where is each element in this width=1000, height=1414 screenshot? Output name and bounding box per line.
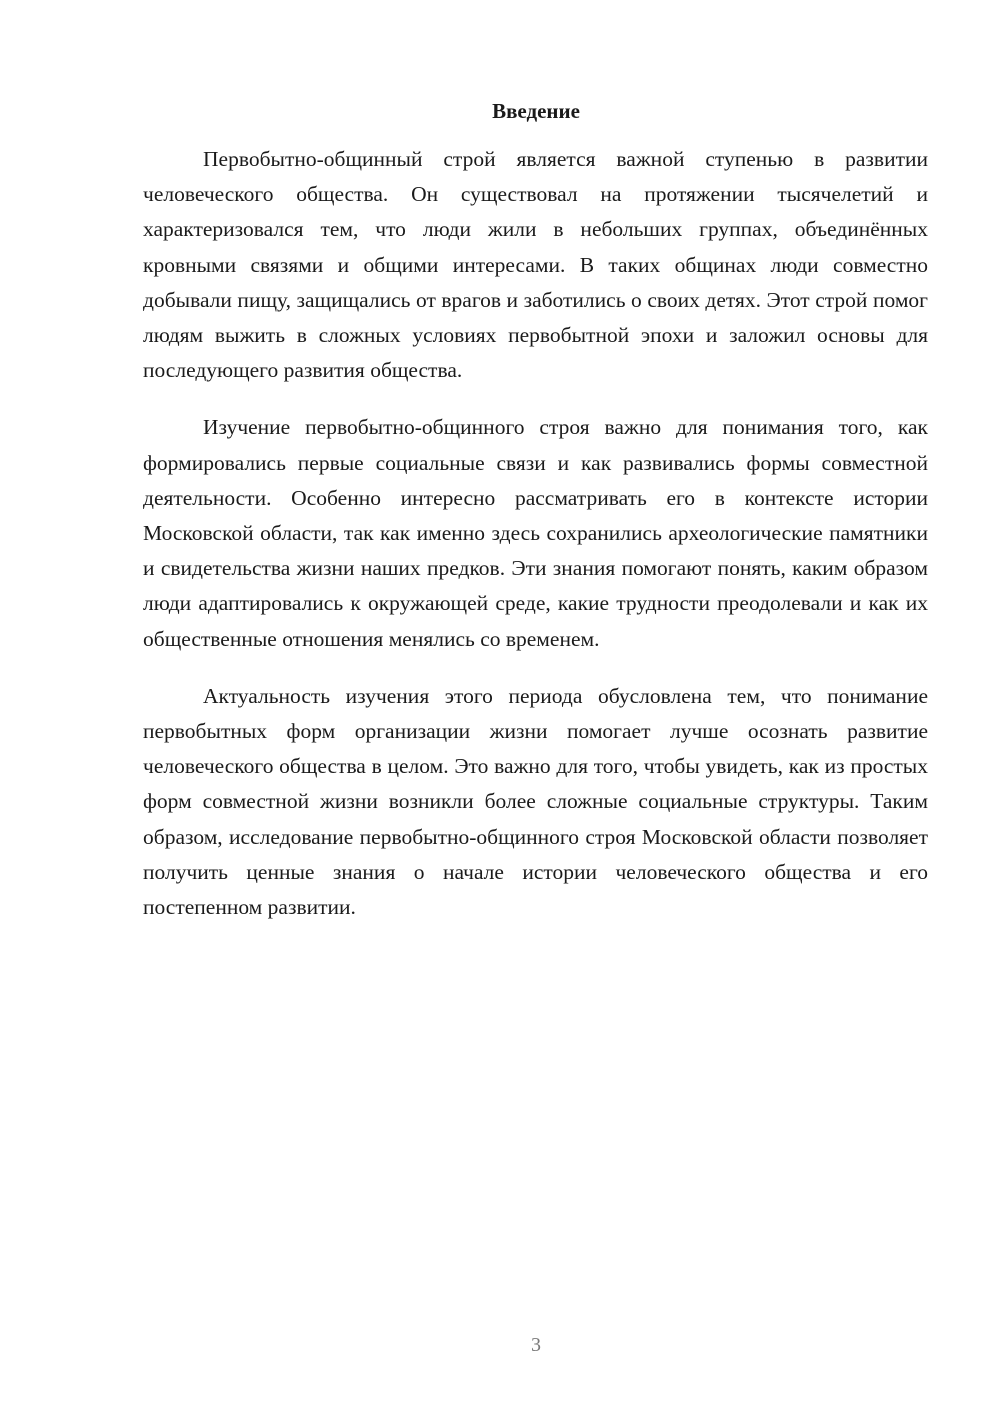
paragraph-1: Первобытно-общинный строй является важной ступенью в развитии человеческого общества. Он существовал на протяжении тысячелетий и характеризовался тем, что люди жили в небольших группах, объединённых кровными связями и общими интересами. В таких общинах люди совместно добывали пищу, защищались от врагов и заботились о своих детях. Этот строй помог людям выжить в сложных условиях первобытной эпохи и заложил основы для последующего развития общества.	[143, 147, 928, 383]
document-body	[143, 142, 928, 947]
section-title: Введение	[492, 99, 580, 123]
paragraph-3: Актуальность изучения этого периода обусловлена тем, что понимание первобытных форм организации жизни помогает лучше осознать развитие человеческого общества в целом. Это важно для того, чтобы увидеть, как из простых форм совместной жизни возникли более сложные социальные структуры. Таким образом, исследование первобытно-общинного строя Московской области позволяет получить ценные знания о начале истории человеческого общества и его постепенном развитии.	[143, 683, 928, 920]
paragraph-2: Изучение первобытно-общинного строя важно для понимания того, как формировались первые социальные связи и как развивались формы совместной деятельности. Особенно интересно рассматривать его в контексте истории Московской области, так как именно здесь сохранились археологические памятники и свидетельства жизни наших предков. Эти знания помогают понять, каким образом люди адаптировались к окружающей среде, какие трудности преодолевали и как их общественные отношения менялись со временем.	[143, 415, 928, 651]
page-number: 3	[531, 1334, 541, 1356]
